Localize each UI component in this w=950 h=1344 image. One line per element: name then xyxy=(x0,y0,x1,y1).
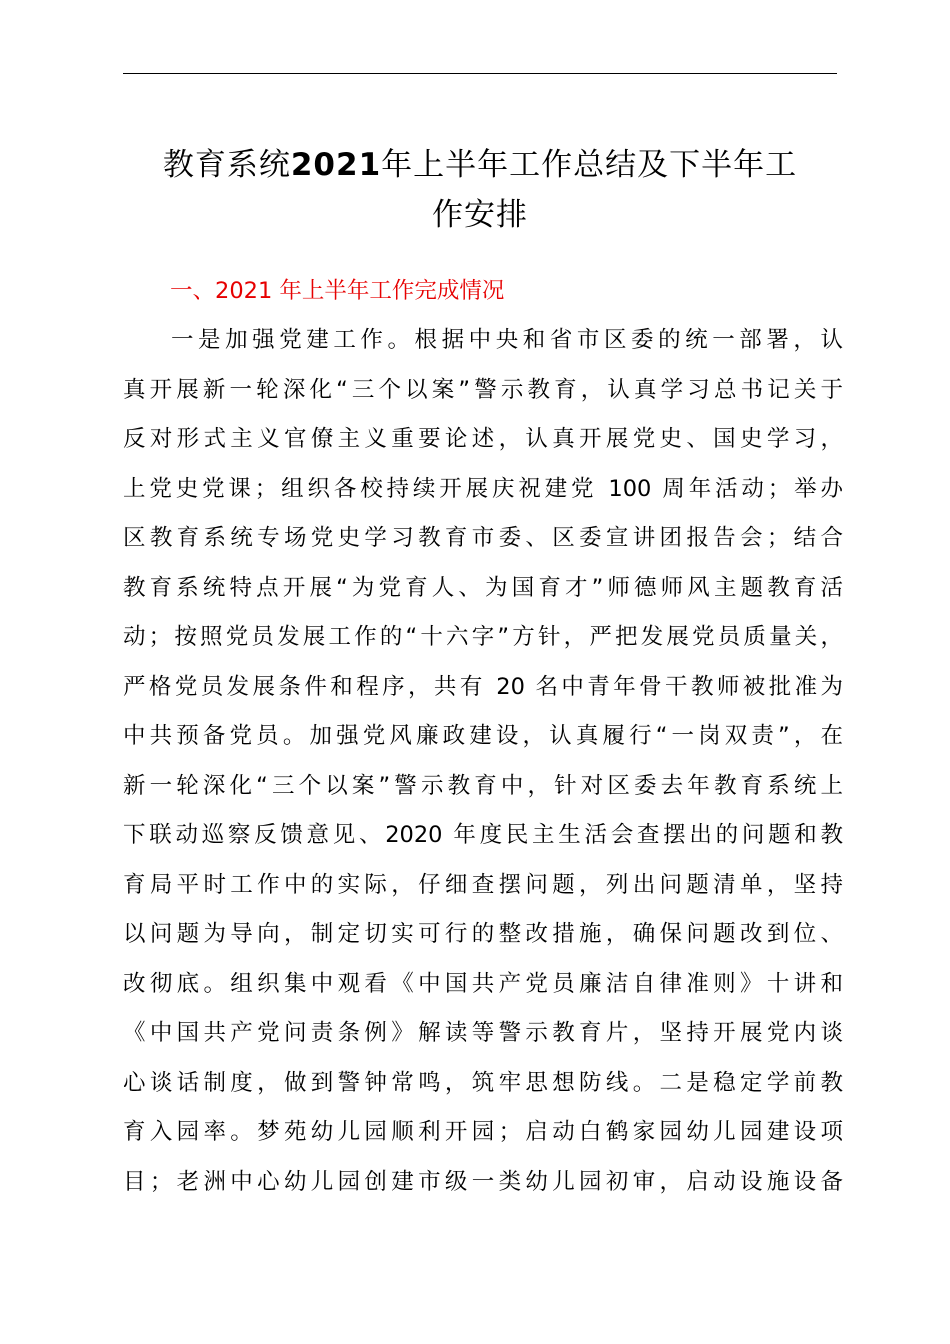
document-title xyxy=(118,140,842,240)
title-line-2 xyxy=(118,190,842,240)
body-line: 下联动巡察反馈意见、2020 年度民主生活会查摆出的问题和教 xyxy=(123,822,843,848)
body-line: 反对形式主义官僚主义重要论述，认真开展党史、国史学习， xyxy=(123,426,843,452)
body-line: 真开展新一轮深化“三个以案”警示教育，认真学习总书记关于 xyxy=(123,376,843,403)
title-line-1 xyxy=(118,140,842,190)
title-line-1-prefix: 教育系统 xyxy=(162,147,291,183)
body-line: 以问题为导向，制定切实可行的整改措施，确保问题改到位、 xyxy=(123,921,843,947)
body-line: 教育系统特点开展“为党育人、为国育才”师德师风主题教育活 xyxy=(123,574,843,601)
body-line: 改彻底。组织集中观看《中国共产党员廉洁自律准则》十讲和 xyxy=(123,970,843,997)
title-line-1-suffix: 年上半年工作总结及下半年工 xyxy=(381,147,798,183)
body-line: 一是加强党建工作。根据中央和省市区委的统一部署，认 xyxy=(171,327,843,353)
header-rule xyxy=(123,73,837,74)
body-line: 区教育系统专场党史学习教育市委、区委宣讲团报告会；结合 xyxy=(123,525,843,551)
section-heading: 一、2021 年上半年工作完成情况 xyxy=(170,278,505,304)
body-line: 严格党员发展条件和程序，共有 20 名中青年骨干教师被批准为 xyxy=(123,673,843,700)
body-line: 中共预备党员。加强党风廉政建设，认真履行“一岗双责”，在 xyxy=(123,723,843,749)
body-paragraph xyxy=(123,316,843,1207)
body-line: 动；按照党员发展工作的“十六字”方针，严把发展党员质量关， xyxy=(123,624,843,650)
body-line: 育入园率。梦苑幼儿园顺利开园；启动白鹤家园幼儿园建设项 xyxy=(123,1119,843,1145)
body-line: 新一轮深化“三个以案”警示教育中，针对区委去年教育系统上 xyxy=(123,772,843,799)
body-line: 育局平时工作中的实际，仔细查摆问题，列出问题清单，坚持 xyxy=(123,871,843,898)
title-year: 2021 xyxy=(290,147,382,183)
title-line-2-text: 作安排 xyxy=(432,197,528,233)
body-line: 目；老洲中心幼儿园创建市级一类幼儿园初审，启动设施设备 xyxy=(123,1168,843,1195)
body-line: 心谈话制度，做到警钟常鸣，筑牢思想防线。二是稳定学前教 xyxy=(123,1069,843,1096)
body-line: 上党史党课；组织各校持续开展庆祝建党 100 周年活动；举办 xyxy=(123,475,843,502)
body-line: 《中国共产党问责条例》解读等警示教育片，坚持开展党内谈 xyxy=(123,1020,843,1046)
